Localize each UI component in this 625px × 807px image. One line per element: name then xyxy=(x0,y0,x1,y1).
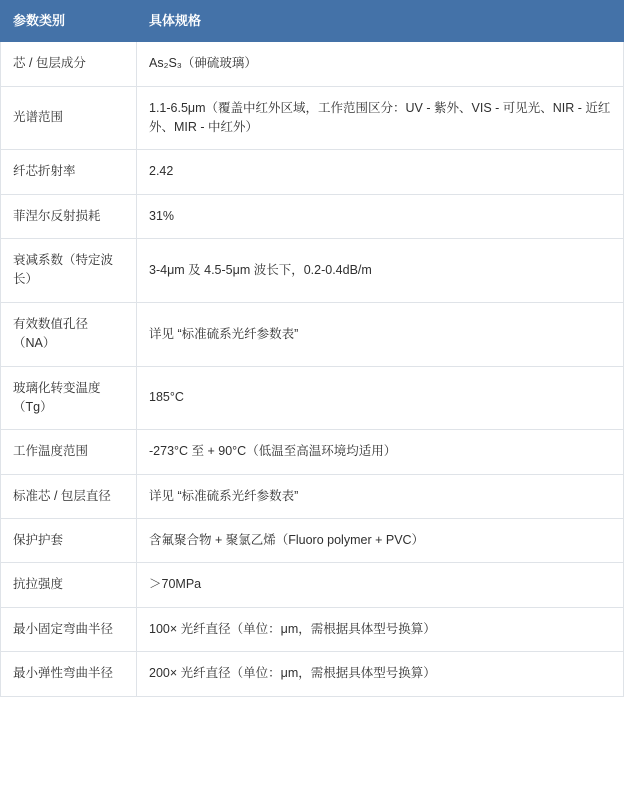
table-body xyxy=(1,42,624,696)
column-header-value: 具体规格 xyxy=(137,1,624,42)
row-value: 详见 “标准硫系光纤参数表” xyxy=(137,474,624,518)
row-category: 工作温度范围 xyxy=(1,430,137,474)
table-row xyxy=(1,86,624,150)
row-category: 保护护套 xyxy=(1,519,137,563)
row-value: 1.1-6.5μm（覆盖中红外区域，工作范围区分：UV - 紫外、VIS - 可见光、NIR - 近红外、MIR - 中红外） xyxy=(137,86,624,150)
row-category: 最小弹性弯曲半径 xyxy=(1,652,137,696)
table-row xyxy=(1,519,624,563)
row-value: 185°C xyxy=(137,366,624,430)
row-category: 光谱范围 xyxy=(1,86,137,150)
table-row xyxy=(1,366,624,430)
table-row xyxy=(1,239,624,303)
row-value: 100× 光纤直径（单位：μm，需根据具体型号换算） xyxy=(137,607,624,651)
table-header-row xyxy=(1,1,624,42)
row-category: 菲涅尔反射损耗 xyxy=(1,194,137,238)
row-category: 抗拉强度 xyxy=(1,563,137,607)
table-row xyxy=(1,430,624,474)
column-header-category: 参数类别 xyxy=(1,1,137,42)
table-row xyxy=(1,302,624,366)
row-value: -273°C 至 + 90°C（低温至高温环境均适用） xyxy=(137,430,624,474)
row-value: 2.42 xyxy=(137,150,624,194)
row-value: 200× 光纤直径（单位：μm，需根据具体型号换算） xyxy=(137,652,624,696)
row-value: As₂S₃（砷硫玻璃） xyxy=(137,42,624,86)
table-row xyxy=(1,607,624,651)
row-value: 31% xyxy=(137,194,624,238)
table-row xyxy=(1,652,624,696)
row-category: 芯 / 包层成分 xyxy=(1,42,137,86)
table-row xyxy=(1,150,624,194)
row-value: 3-4μm 及 4.5-5μm 波长下，0.2-0.4dB/m xyxy=(137,239,624,303)
row-category: 最小固定弯曲半径 xyxy=(1,607,137,651)
row-value: 含氟聚合物 + 聚氯乙烯（Fluoro polymer + PVC） xyxy=(137,519,624,563)
row-category: 衰减系数（特定波长） xyxy=(1,239,137,303)
row-category: 玻璃化转变温度（Tg） xyxy=(1,366,137,430)
table-row xyxy=(1,563,624,607)
table-header xyxy=(1,1,624,42)
row-category: 有效数值孔径（NA） xyxy=(1,302,137,366)
row-value: 详见 “标准硫系光纤参数表” xyxy=(137,302,624,366)
row-value: ＞70MPa xyxy=(137,563,624,607)
table-row xyxy=(1,194,624,238)
table-row xyxy=(1,42,624,86)
row-category: 标准芯 / 包层直径 xyxy=(1,474,137,518)
row-category: 纤芯折射率 xyxy=(1,150,137,194)
table-row xyxy=(1,474,624,518)
